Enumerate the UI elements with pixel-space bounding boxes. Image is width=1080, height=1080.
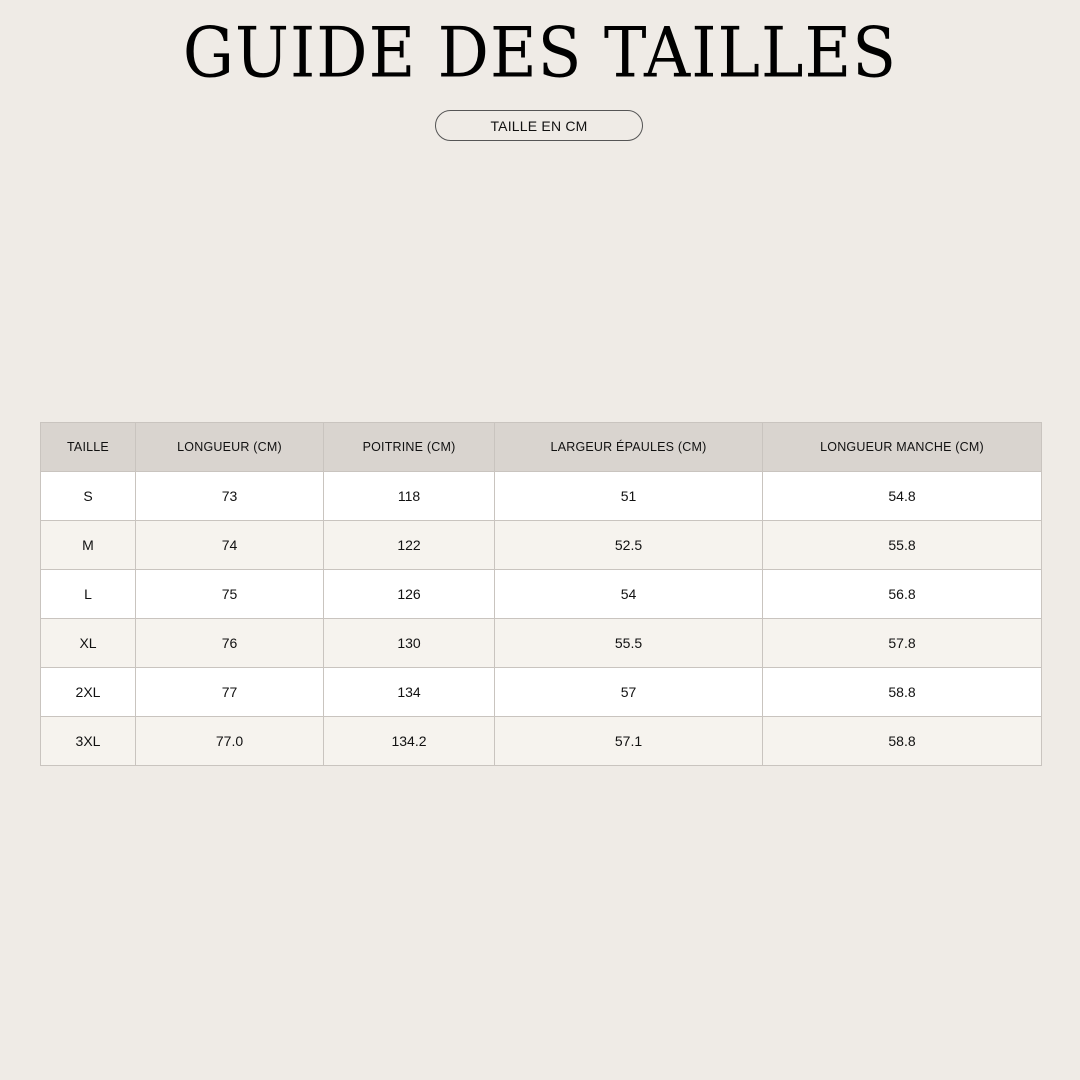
cell-longueur: 75: [136, 570, 324, 619]
cell-poitrine: 122: [324, 521, 495, 570]
cell-longueur: 74: [136, 521, 324, 570]
column-header-longueur: LONGUEUR (CM): [136, 423, 324, 472]
cell-poitrine: 134.2: [324, 717, 495, 766]
table-row: [41, 668, 1042, 717]
table-row: [41, 472, 1042, 521]
cell-poitrine: 134: [324, 668, 495, 717]
cell-size: M: [41, 521, 136, 570]
cell-poitrine: 130: [324, 619, 495, 668]
column-header-largeur-epaules: LARGEUR ÉPAULES (CM): [495, 423, 763, 472]
cell-poitrine: 118: [324, 472, 495, 521]
cell-largeur-epaules: 55.5: [495, 619, 763, 668]
cell-size: L: [41, 570, 136, 619]
unit-badge: TAILLE EN CM: [435, 110, 643, 141]
cell-largeur-epaules: 57: [495, 668, 763, 717]
cell-largeur-epaules: 52.5: [495, 521, 763, 570]
column-header-longueur-manche: LONGUEUR MANCHE (CM): [763, 423, 1042, 472]
cell-longueur: 76: [136, 619, 324, 668]
cell-size: XL: [41, 619, 136, 668]
cell-longueur: 73: [136, 472, 324, 521]
cell-longueur-manche: 58.8: [763, 668, 1042, 717]
table-row: [41, 521, 1042, 570]
cell-longueur-manche: 56.8: [763, 570, 1042, 619]
cell-largeur-epaules: 54: [495, 570, 763, 619]
cell-longueur: 77: [136, 668, 324, 717]
cell-size: S: [41, 472, 136, 521]
cell-longueur-manche: 54.8: [763, 472, 1042, 521]
table-header-row: [41, 423, 1042, 472]
cell-largeur-epaules: 57.1: [495, 717, 763, 766]
column-header-taille: TAILLE: [41, 423, 136, 472]
page-title: GUIDE DES TAILLES: [182, 14, 898, 94]
column-header-poitrine: POITRINE (CM): [324, 423, 495, 472]
cell-longueur-manche: 55.8: [763, 521, 1042, 570]
table-row: [41, 717, 1042, 766]
cell-longueur: 77.0: [136, 717, 324, 766]
cell-poitrine: 126: [324, 570, 495, 619]
cell-size: 3XL: [41, 717, 136, 766]
cell-largeur-epaules: 51: [495, 472, 763, 521]
cell-longueur-manche: 58.8: [763, 717, 1042, 766]
cell-longueur-manche: 57.8: [763, 619, 1042, 668]
table-row: [41, 570, 1042, 619]
size-table: [40, 422, 1042, 766]
cell-size: 2XL: [41, 668, 136, 717]
table-row: [41, 619, 1042, 668]
